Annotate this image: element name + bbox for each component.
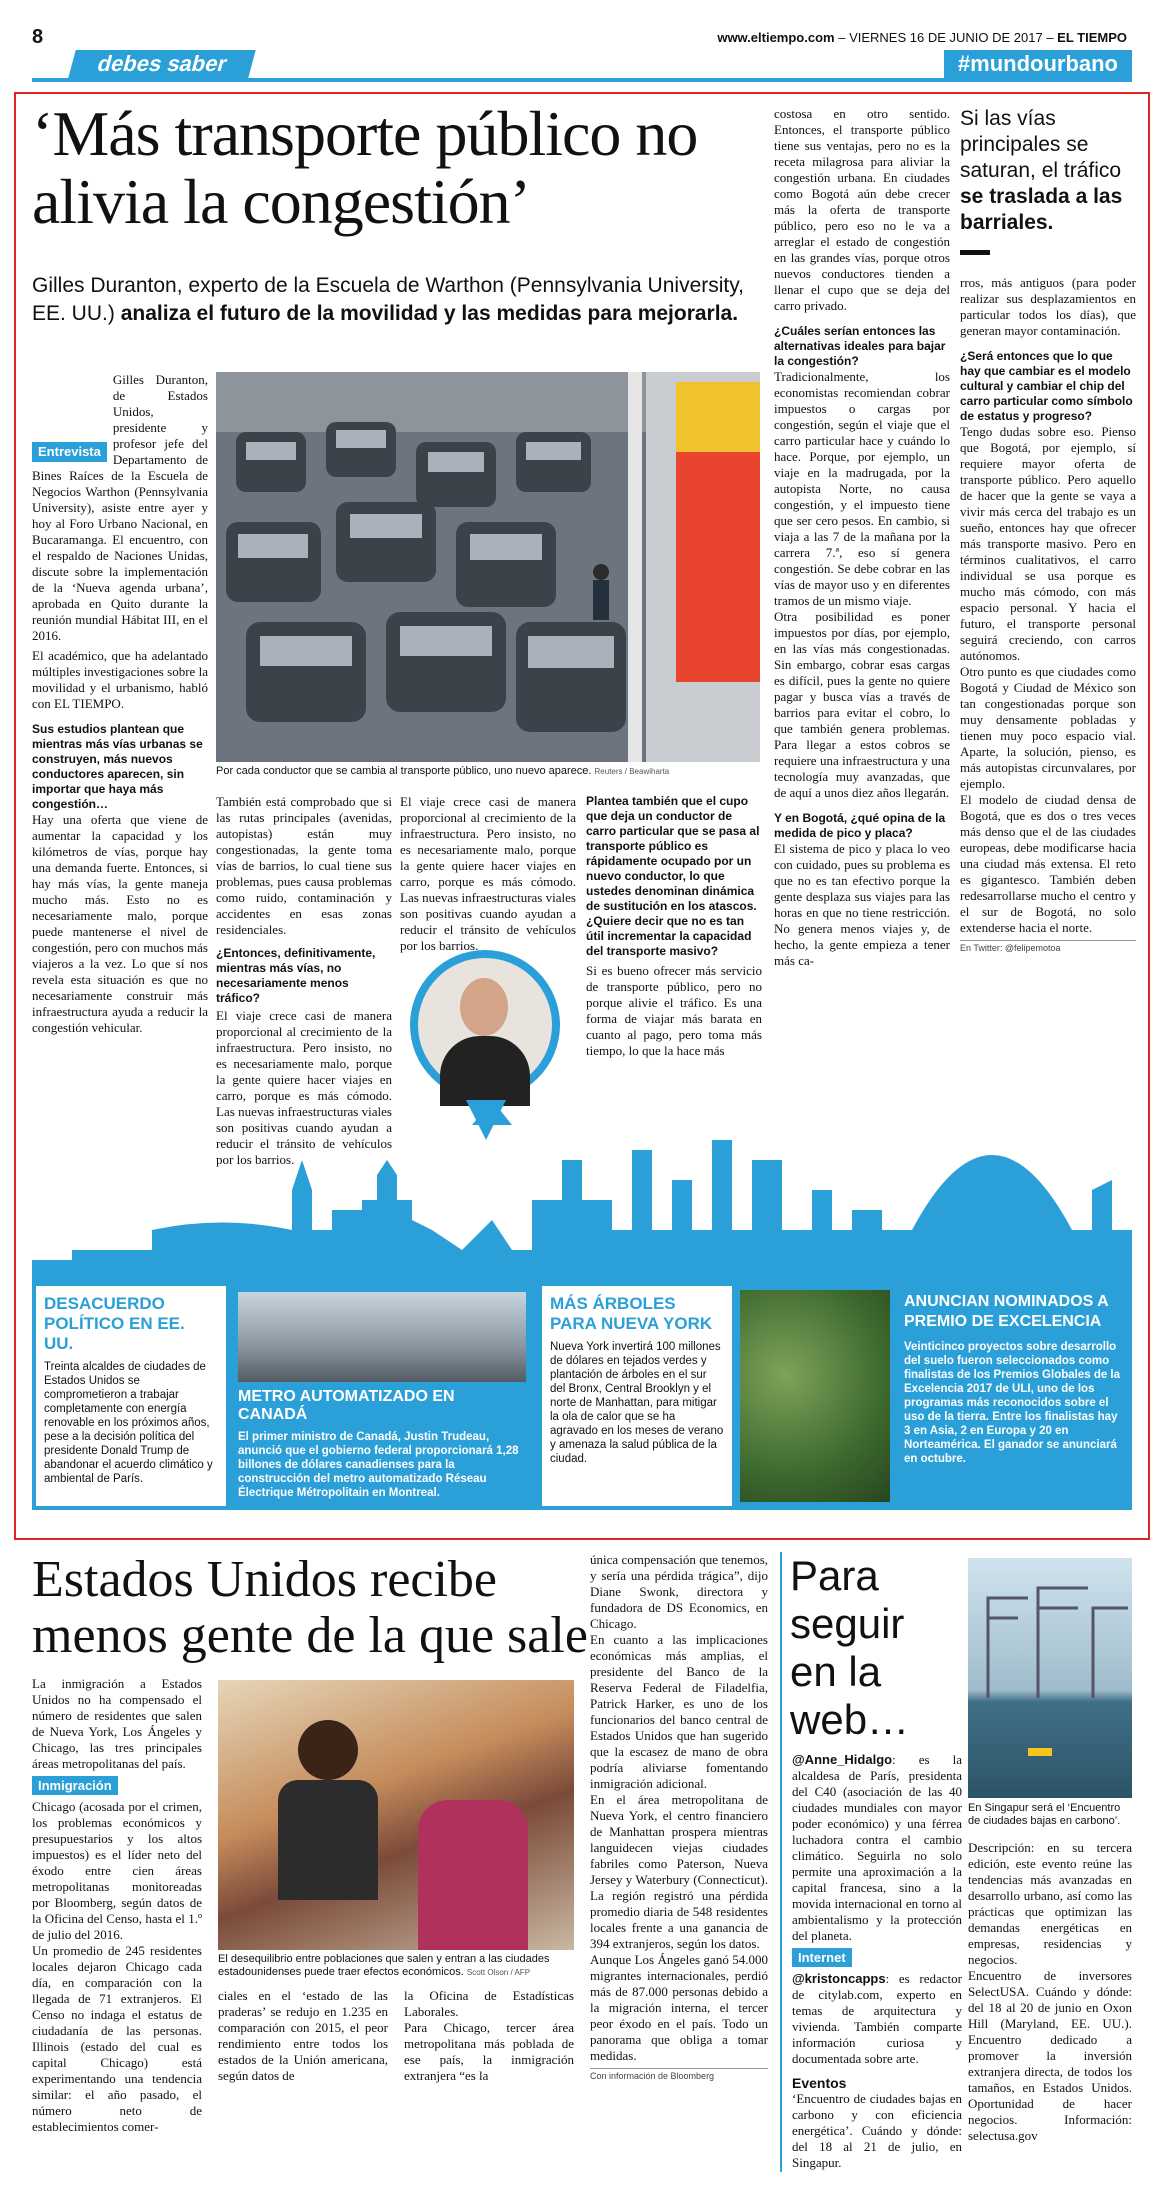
lower-col-3: [404, 1988, 574, 2084]
lower-photo-caption: El desequilibrio entre poblaciones que salen y entran a las ciudades estadounidenses puede traer efectos económicos. Scott Olson / AFP: [218, 1953, 550, 1978]
main-subtitle: [32, 272, 762, 328]
brief-3-text: Nueva York invertirá 100 millones de dólares en tejados verdes y plantación de árboles en el sur del Bronx, Central Brooklyn y el norte de Manhattan, para mitigar la ola de calor que se ha agravado en los meses de verano y amenaza la salud pública de la ciudad.: [550, 1341, 724, 1465]
section-label: debes saber: [68, 50, 256, 78]
trees-photo: [740, 1290, 890, 1502]
answer-3: Si es bueno ofrecer más servicio de transporte público, pero no porque alivie el tráfico. Es una forma de viajar más barata en cuanto al pago, pero toma más tiempo, lo que la hace más: [586, 963, 762, 1058]
lower-p1: La inmigración a Estados Unidos no ha compensado el número de residentes que salen de Nueva York, Los Ángeles y Chicago, las tres principales áreas metropolitanas del país.: [32, 1676, 202, 1771]
intro-paragraph: Entrevista Gilles Duranton, de Estados Unidos, presidente y profesor jefe del Departamento de Bines Raíces de la Escuela de Negocios Warthon (Pennsylvania University), asiste entre ayer y hoy al Foro Urbano Nacional, en Bucaramanga. El encuentro, con el respaldo de Naciones Unidas, discute sobre la implementación de la ‘Nueva agenda urbana’, aprobada en Quito durante la reunión mundial Hábitat III, en el 2016.: [32, 372, 208, 643]
cranes-illustration: [968, 1558, 1132, 1798]
city-skyline: [32, 1100, 1132, 1290]
lower-c2: ciales en el ‘estado de las praderas’ se redujo en 1.235 en comparación con 2015, el peor rendimiento entre todos los estados de la Unión americana, según datos de: [218, 1988, 388, 2083]
lower-photo-credit: Scott Olson / AFP: [466, 1968, 531, 1977]
hashtag[interactable]: #mundourbano: [944, 50, 1132, 78]
lower-credit: Con información de Bloomberg: [590, 2068, 768, 2081]
lower-p2: Chicago (acosada por el crimen, los problemas económicos y presupuestarios y los altos impuestos) es el líder neto del éxodo entre cien áreas metropolitanas monitoreadas por Bloomberg, según datos de la Oficina del Censo, hasta el 1.º de julio del 2016.: [32, 1799, 202, 1942]
question-5: Y en Bogotá, ¿qué opina de la medida de pico y placa?: [774, 811, 946, 840]
question-2: ¿Entonces, definitivamente, mientras más vías, no necesariamente menos tráfico?: [216, 946, 376, 1005]
brief-2-title: METRO AUTOMATIZADO EN CANADÁ: [238, 1388, 455, 1423]
metro-photo: [238, 1292, 526, 1382]
twitter-credit[interactable]: En Twitter: @felipemotoa: [960, 940, 1136, 953]
paragraph-col2: También está comprobado que si las rutas principales (avenidas, autopistas) están muy congestionadas, la gente toma vías de barrios, lo cual tiene sus problemas, pues causa problemas como ruido, contaminación y accidentes en esas zonas residenciales.: [216, 794, 392, 937]
brief-4-text: Veinticinco proyectos sobre desarrollo del suelo fueron seleccionados como finalistas de los Premios Globales de la Excelencia 2017 de ULI, uno de los programas más reconocidos sobre el uso de la tierra. Entre los finalistas hay 3 en Asia, 2 en Europa y 20 en Norteamérica. El ganador se anunciará en octubre.: [904, 1341, 1121, 1465]
brief-2-text: El primer ministro de Canadá, Justin Trudeau, anunció que el gobierno federal proporcionará 1,28 billones de dólares canadienses para la construcción del metro automatizado Réseau Électrique Métropolitain en Montreal.: [238, 1431, 519, 1499]
lower-col-1: [32, 1676, 202, 2135]
brief-1-title: DESACUERDO POLÍTICO EN EE. UU.: [44, 1294, 185, 1353]
question-4: ¿Cuáles serían entonces las alternativas ideales para bajar la congestión?: [774, 324, 946, 368]
date: VIERNES 16 DE JUNIO DE 2017: [849, 30, 1043, 45]
section-bar: [32, 50, 1132, 82]
pin-tip: [466, 1100, 506, 1140]
brief-3-title: MÁS ÁRBOLES PARA NUEVA YORK: [550, 1294, 713, 1333]
masthead-line: www.eltiempo.com – VIERNES 16 DE JUNIO DE 2017 – EL TIEMPO: [717, 30, 1127, 45]
pull-quote-bold: se traslada a las barriales.: [960, 185, 1123, 234]
photo-credit: Reuters / Beawiharta: [594, 767, 670, 776]
answer-6c: El modelo de ciudad densa de Bogotá, que es dos o tres veces más denso que el de las ciudades europeas, debe modificarse hacia una ciudad más extensa. El reto es gigantesco. También deben redesarrollarse mucho el centro y el sur de Bogotá, no solo extenderse hacia el norte.: [960, 792, 1136, 935]
web-entry-2: @kristoncapps: es redactor de citylab.com, experto en temas de arquitectura y vivienda. También comparte información curiosa y documentada sobre arte.: [792, 1971, 962, 2066]
web-divider: [780, 1552, 782, 2172]
lower-p3: Un promedio de 245 residentes locales dejaron Chicago cada día, en comparación con la llegada de 71 extranjeros. El Censo no indaga el estatus de ciudadanía de las personas. Illinois (estado del cual es capital Chicago) está experimentando una tendencia similar: el año pasado, el número neto de establecimientos comer-: [32, 1943, 202, 2134]
traffic-illustration: [216, 372, 760, 762]
lower-headline: Estados Unidos recibe menos gente de la que sale: [32, 1551, 588, 1664]
brief-2: [232, 1286, 532, 1506]
answer-5: El sistema de pico y placa lo veo con cuidado, pues su problema es que no es tan efectivo porque la gente desplaza sus viajes para las horas en que no tiene restricción. No genera menos viajes y, de hecho, la gente empieza a tener más ca-: [774, 841, 950, 968]
handle-kristoncapps[interactable]: @kristoncapps: [792, 1971, 886, 1986]
question-6: ¿Será entonces que lo que hay que cambiar es el modelo cultural y cambiar el chip del carro particular como símbolo de estatus y progreso?: [960, 349, 1133, 423]
event-1: ‘Encuentro de ciudades bajas en carbono y con eficiencia energética’. Cuándo y dónde: del 18 al 21 de julio, en Singapur.: [792, 2091, 962, 2170]
traffic-photo: [216, 372, 760, 762]
briefs-band: [32, 1282, 1132, 1510]
question-1: Sus estudios plantean que mientras más vías urbanas se construyen, más nuevos conductores aparecen, sin importar que haya más congestión…: [32, 722, 203, 811]
events-heading: Eventos: [792, 2075, 847, 2091]
portrait-pin: [410, 950, 560, 1100]
answer-6b: Otro punto es que ciudades como Bogotá y Ciudad de México son tan congestionadas porque son muy densamente pobladas y tienen muy poco espacio vial. Aparte, la solución, pienso, es más autopistas circunvalares, por ejemplo.: [960, 664, 1136, 791]
answer-6: Tengo dudas sobre eso. Pienso que Bogotá, por ejemplo, sí requiere mayor oferta de transporte público. Pero aquello de hacer que la gente se vaya a vivir más cerca del trabajo es un sueño, entonces hay que ofrecer más transporte masivo. Pero en términos cualitativos, el carro individual se usa porque es mucho más cómodo, con más espacio personal. Y hacia el futuro, el transporte personal seguirá creciendo, con carros autónomos.: [960, 424, 1136, 663]
handle-anne-hidalgo[interactable]: @Anne_Hidalgo: [792, 1752, 893, 1767]
lower-col-4: [590, 1552, 768, 2081]
singapore-caption: En Singapur será el ‘Encuentro de ciudades bajas en carbono’.: [968, 1802, 1121, 1827]
col-6: [960, 106, 1136, 953]
answer-2-cont: El viaje crece casi de manera proporcional al crecimiento de la infraestructura. Pero insisto, no es necesariamente malo, porque la gente quiere hacer viajes en carro, porque es más cómodo. Las nuevas infraestructuras viales son positivas cuando ayudan a reducir el tránsito de vehículos por los barrios.: [400, 794, 576, 953]
pull-quote-rule: [960, 250, 990, 255]
brief-1-text: Treinta alcaldes de ciudades de Estados Unidos se comprometieron a trabajar completamente con energía renovable en los próximos años, pese a la decisión política del presidente Donald Trump de abandonar el acuerdo climático y ambiental de París.: [44, 1361, 213, 1485]
event-description: Descripción: en su tercera edición, este evento reúne las tendencias más avanzadas en desarrollo urbano, así como las prácticas que optimizan las demandas energéticas en empresas, residencias y negocios.: [968, 1840, 1132, 1967]
tag-internet: Internet: [792, 1948, 852, 1967]
web-entry-1: @Anne_Hidalgo: es la alcaldesa de París, presidenta del C40 (asociación de las 40 ciudades mundiales con mayor poder económico) y una férrea luchadora contra el cambio climático. Seguirla no solo permite una aproximación a la capital francesa, sino a la movida internacional en torno al ambientalismo y la protección del planeta.: [792, 1752, 962, 1943]
brief-4: [898, 1286, 1128, 1506]
singapore-photo: [968, 1558, 1132, 1798]
lower-c4d: Aunque Los Ángeles ganó 54.000 migrantes internacionales, perdió más de 87.000 personas debido a la migración interna, el tercer peor éxodo en el país. Todo un panorama que obliga a tomar medidas.: [590, 1952, 768, 2063]
subtitle-plain: Gilles Duranton, experto de la Escuela de Warthon (Pennsylvania University, EE. UU.): [32, 274, 745, 325]
web-title: Para seguir en la web…: [790, 1552, 910, 1743]
col-3: [400, 794, 576, 953]
answer-2-start: El viaje crece casi de manera proporcional al crecimiento de la infraestructura. Pero insisto, no es necesariamente malo, porque la gente quiere hacer viajes en carro, porque es más cómodo. Las nuevas infraestructuras viales son positivas cuando ayudan a reducir el tránsito de vehículos por los barrios.: [216, 1008, 392, 1167]
answer-4b: Otra posibilidad es poner impuestos por días, por ejemplo, en las vías más congestionadas. Sin embargo, cobrar esas cargas es difícil, pues la gente no quiere pagar y busca vías a través de barrios para evitar el cobro, lo que también genera problemas. Para llegar a estos cobros se requiere una infraestructura y una tecnología muy avanzadas, que de aquí a unos diez años llegarán.: [774, 609, 950, 800]
brief-4-title: ANUNCIAN NOMINADOS A PREMIO DE EXCELENCIA: [904, 1293, 1109, 1330]
brief-3: [542, 1286, 732, 1506]
col-2: [216, 794, 392, 1167]
tag-inmigracion: Inmigración: [32, 1776, 118, 1795]
pull-quote: Si las vías principales se saturan, el tráfico se traslada a las barriales.: [960, 106, 1136, 255]
lower-c3: la Oficina de Estadísticas Laborales.: [404, 1988, 574, 2019]
event-2: Encuentro de inversores SelectUSA. Cuándo y dónde: del 18 al 20 de junio en Oxon Hill (Maryland, EE. UU.). Encuentro dedicado a promover la inversión extranjera directa, de todos los tamaños, en Estados Unidos. Oportunidad de hacer negocios. Información: selectusa.gov: [968, 1968, 1132, 2143]
col-4a: [586, 794, 762, 1059]
answer-3-cont: costosa en otro sentido. Entonces, el transporte público tiene sus ventajas, pero no es la receta milagrosa para aliviar la congestión urbana. En ciudades como Bogotá aún debe crecer más la oferta de transporte público, pero eso no le va a arreglar el estado de congestión en las grandes vías, porque otros nuevos conductores tienden a llenar el cupo que se deja del carro privado.: [774, 106, 950, 313]
tag-entrevista: Entrevista: [32, 442, 107, 462]
lower-c4a: única compensación que tenemos, y sería una pérdida trágica”, dijo Diane Swonk, directora y fundadora de DS Economics, en Chicago.: [590, 1552, 768, 1631]
lower-col-2: [218, 1988, 388, 2084]
page-number: 8: [32, 26, 44, 48]
web-col-2: [968, 1840, 1132, 2144]
lower-c3b: Para Chicago, tercer área metropolitana más poblada de ese país, la inmigración extranjera “es la: [404, 2020, 574, 2083]
answer-4: Tradicionalmente, los economistas recomiendan cobrar impuestos o cargas por congestión, según el viaje que el carro particular hace y cuándo lo hace. Porque, por ejemplo, un viaje en la madrugada, por la autopista Norte, no causa congestión, y el impuesto tiene que ser cero pesos. En cambio, si viaja a las 7 de la mañana por la carrera 7.ª, eso sí genera congestión. Se debe cobrar en las vías de mayor uso y en diferentes tramos de un mismo viaje.: [774, 369, 950, 608]
answer-1: Hay una oferta que viene de aumentar la capacidad y los kilómetros de vías, porque hay una demanda fuerte. Entonces, si hay más vías, la gente maneja mucho más. Esto no es necesariamente malo, porque puede mantenerse el nivel de congestión, pero con muchos más viajeros a la vez. Lo que sí nos revela esta situación es que no necesariamente construir más infraestructura ayuda a reducir la congestión vehicular.: [32, 812, 208, 1035]
answer-5-cont: rros, más antiguos (para poder realizar sus desplazamientos en particular todos los días), que generan mayor contaminación.: [960, 275, 1136, 338]
lower-c4b: En cuanto a las implicaciones económicas más amplias, el presidente del Banco de la Reserva Federal de Filadelfia, Patrick Harker, es uno de los funcionarios del banco central de Estados Unidos que han sugerido que la escasez de mano de obra podría aliviarse fomentando inmigración adicional.: [590, 1632, 768, 1791]
intro-paragraph-2: El académico, que ha adelantado múltiples investigaciones sobre la movilidad y el urbanismo, habló con EL TIEMPO.: [32, 648, 208, 711]
portrait-photo: [418, 958, 552, 1092]
question-3: Plantea también que el cupo que deja un conductor de carro particular que se pasa al transporte público es rápidamente ocupado por un nuevo conductor, lo que ustedes denominan dinámica de sustitución en los atascos. ¿Quiere decir que no es tan útil incrementar la capacidad del transporte masivo?: [586, 794, 760, 958]
main-headline: ‘Más transporte público no alivia la congestión’: [32, 98, 698, 237]
photo-caption: Por cada conductor que se cambia al transporte público, uno nuevo aparece. Reuters / Beawiharta: [216, 765, 670, 777]
subtitle-bold: analiza el futuro de la movilidad y las medidas para mejorarla.: [120, 302, 739, 325]
lower-c4c: En el área metropolitana de Nueva York, el centro financiero de Manhattan prospera mientras languidecen viejas ciudades fabriles como Paterson, Nueva Jersey y Waterbury (Connecticut). La región registró una pérdida promedio diaria de 548 residentes locales frente a una ganancia de 394 extranjeros, según los datos.: [590, 1792, 768, 1951]
brief-1: [36, 1286, 226, 1506]
web-col: [792, 1752, 962, 2171]
site-url[interactable]: www.eltiempo.com: [717, 30, 835, 45]
paper-name: EL TIEMPO: [1057, 30, 1127, 45]
supermarket-photo: [218, 1680, 574, 1950]
col-5: [774, 106, 950, 969]
col-1: [32, 372, 208, 1036]
